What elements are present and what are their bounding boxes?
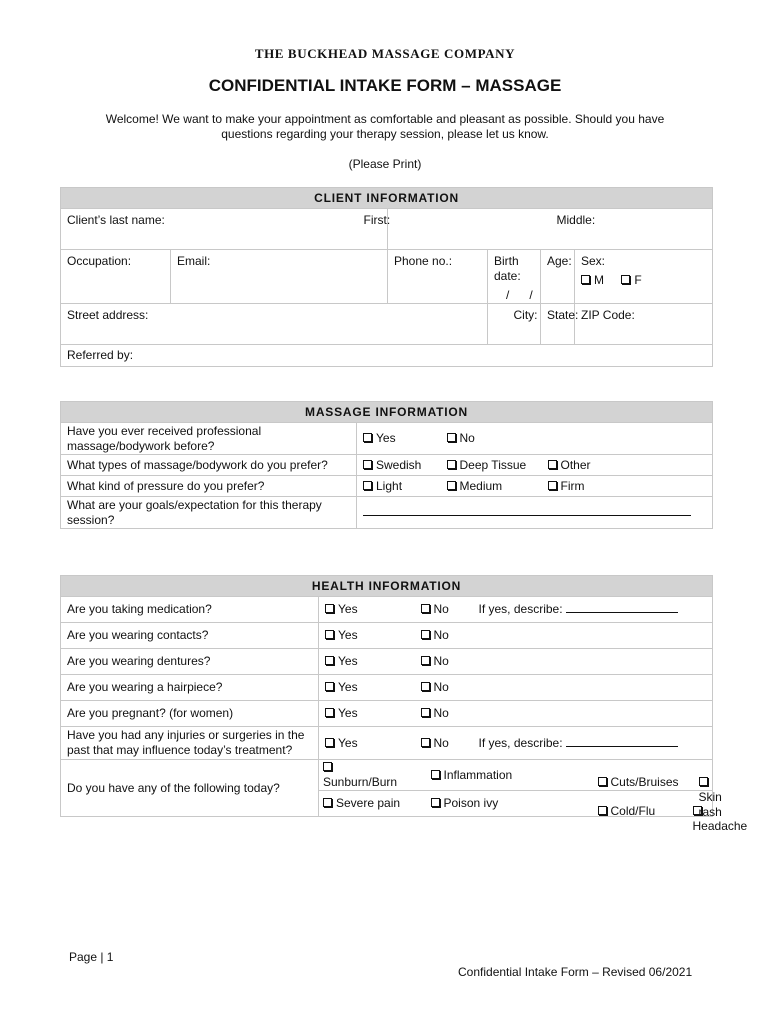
severe-pain-checkbox[interactable] bbox=[323, 798, 332, 807]
zip-field[interactable] bbox=[575, 304, 713, 345]
dentures-no-option[interactable] bbox=[415, 649, 476, 675]
sex-f-label: F bbox=[634, 273, 642, 287]
condition-inflammation-option[interactable] bbox=[415, 760, 578, 791]
q1-no-checkbox[interactable] bbox=[447, 433, 456, 442]
q3-medium-checkbox[interactable] bbox=[447, 481, 456, 490]
yes-label: Yes bbox=[338, 628, 358, 642]
skin-rash-label: Skin rash bbox=[698, 790, 722, 819]
sex-field bbox=[575, 250, 713, 304]
health-information-header: HEALTH INFORMATION bbox=[61, 576, 713, 597]
middle-name-label: Middle: bbox=[556, 213, 596, 227]
health-q-medication: Are you taking medication? bbox=[61, 597, 319, 623]
pregnant-no-option[interactable] bbox=[415, 701, 476, 727]
massage-information-table bbox=[60, 401, 713, 529]
inflammation-checkbox[interactable] bbox=[431, 770, 440, 779]
headache-checkbox[interactable] bbox=[693, 806, 702, 815]
phone-label: Phone no.: bbox=[394, 254, 453, 268]
no-label: No bbox=[433, 735, 449, 750]
q3-light-label: Light bbox=[376, 478, 403, 493]
injuries-no-option[interactable] bbox=[415, 727, 476, 760]
sex-f-checkbox[interactable] bbox=[621, 275, 630, 284]
health-q-pregnant: Are you pregnant? (for women) bbox=[61, 701, 319, 727]
yes-label: Yes bbox=[338, 706, 358, 720]
age-label: Age: bbox=[547, 254, 572, 268]
occupation-field[interactable] bbox=[61, 250, 171, 304]
condition-cold-option[interactable] bbox=[598, 804, 656, 819]
condition-sunburn-option[interactable] bbox=[319, 760, 415, 791]
goals-answer-line[interactable] bbox=[357, 497, 713, 529]
injuries-describe[interactable] bbox=[476, 727, 713, 760]
medication-no-checkbox[interactable] bbox=[421, 604, 430, 613]
health-q-conditions: Do you have any of the following today? bbox=[61, 760, 319, 817]
no-label: No bbox=[433, 680, 449, 694]
q2-swedish-checkbox[interactable] bbox=[363, 460, 372, 469]
contacts-empty bbox=[476, 623, 713, 649]
sunburn-label: Sunburn/Burn bbox=[323, 775, 398, 789]
massage-q3: What kind of pressure do you prefer? bbox=[61, 476, 357, 497]
pregnant-no-checkbox[interactable] bbox=[421, 708, 430, 717]
print-note: (Please Print) bbox=[348, 157, 422, 171]
health-information-table bbox=[60, 575, 748, 833]
city-label: City: bbox=[513, 308, 538, 322]
condition-severe-pain-option[interactable] bbox=[319, 791, 415, 817]
middle-name-field[interactable] bbox=[388, 209, 713, 250]
birth-date-field[interactable] bbox=[488, 250, 541, 304]
email-field[interactable] bbox=[171, 250, 388, 304]
age-field[interactable] bbox=[541, 250, 575, 304]
q2-swedish-option[interactable] bbox=[357, 455, 441, 476]
page-number: Page | 1 bbox=[69, 950, 114, 964]
q2-other-checkbox[interactable] bbox=[548, 460, 557, 469]
hairpiece-no-checkbox[interactable] bbox=[421, 682, 430, 691]
poison-ivy-label: Poison ivy bbox=[443, 796, 499, 810]
goals-underline[interactable] bbox=[363, 515, 691, 516]
revision-footer: Confidential Intake Form – Revised 06/2021 bbox=[458, 965, 693, 979]
q3-light-option[interactable] bbox=[357, 476, 441, 497]
last-name-label: Client’s last name: bbox=[67, 213, 165, 227]
q1-yes-option[interactable] bbox=[357, 423, 441, 455]
no-label: No bbox=[433, 628, 449, 642]
birth-date-slashes: / / bbox=[506, 288, 533, 302]
client-information-table bbox=[60, 187, 713, 367]
q3-firm-checkbox[interactable] bbox=[548, 481, 557, 490]
hairpiece-yes-checkbox[interactable] bbox=[325, 682, 334, 691]
medication-yes-checkbox[interactable] bbox=[325, 604, 334, 613]
q2-swedish-label: Swedish bbox=[376, 457, 422, 472]
company-name: THE BUCKHEAD MASSAGE COMPANY bbox=[254, 46, 516, 61]
contacts-no-option[interactable] bbox=[415, 623, 476, 649]
state-label: State: bbox=[547, 308, 579, 322]
condition-headache-option[interactable] bbox=[693, 804, 748, 834]
massage-q4: What are your goals/expectation for this therapy session? bbox=[61, 497, 357, 529]
hairpiece-yes-option[interactable] bbox=[319, 675, 415, 701]
contacts-no-checkbox[interactable] bbox=[421, 630, 430, 639]
cold-flu-checkbox[interactable] bbox=[598, 806, 607, 815]
massage-q2: What types of massage/bodywork do you prefer? bbox=[61, 455, 357, 476]
birth-date-label: Birth date: bbox=[494, 254, 521, 283]
yes-label: Yes bbox=[338, 654, 358, 668]
no-label: No bbox=[433, 602, 449, 616]
q2-other-option[interactable] bbox=[542, 455, 713, 476]
medication-yes-option[interactable] bbox=[319, 597, 415, 623]
phone-field[interactable] bbox=[388, 250, 488, 304]
q2-deep-tissue-option[interactable] bbox=[441, 455, 542, 476]
cuts-label: Cuts/Bruises bbox=[610, 775, 679, 789]
health-q-dentures: Are you wearing dentures? bbox=[61, 649, 319, 675]
email-label: Email: bbox=[177, 254, 211, 268]
last-name-field[interactable] bbox=[61, 209, 391, 250]
sex-label: Sex: bbox=[581, 254, 606, 268]
no-label: No bbox=[433, 654, 449, 668]
injuries-yes-checkbox[interactable] bbox=[325, 738, 334, 747]
cold-flu-label: Cold/Flu bbox=[610, 803, 656, 818]
medication-describe-line[interactable] bbox=[566, 612, 678, 613]
welcome-text: Welcome! We want to make your appointment as comfortable and pleasant as possible. Should you have questions regarding your therapy session, please let us know. bbox=[105, 112, 665, 141]
q1-no-label: No bbox=[459, 431, 475, 445]
sex-m-label: M bbox=[594, 273, 604, 287]
dentures-no-checkbox[interactable] bbox=[421, 656, 430, 665]
skin-rash-checkbox[interactable] bbox=[699, 777, 708, 786]
occupation-label: Occupation: bbox=[67, 254, 132, 268]
sex-m-checkbox[interactable] bbox=[581, 275, 590, 284]
health-q-injuries: Have you had any injuries or surgeries in the past that may influence today’s treatment? bbox=[61, 727, 319, 760]
referred-by-field[interactable] bbox=[61, 345, 713, 367]
inflammation-label: Inflammation bbox=[443, 767, 513, 782]
first-name-label: First: bbox=[363, 213, 391, 227]
pregnant-empty bbox=[476, 701, 713, 727]
hairpiece-empty bbox=[476, 675, 713, 701]
injuries-no-checkbox[interactable] bbox=[421, 738, 430, 747]
q3-medium-option[interactable] bbox=[441, 476, 542, 497]
condition-poison-ivy-option[interactable] bbox=[415, 791, 578, 817]
q3-firm-option[interactable] bbox=[542, 476, 713, 497]
q1-yes-label: Yes bbox=[376, 431, 396, 445]
state-field[interactable] bbox=[541, 304, 579, 345]
poison-ivy-checkbox[interactable] bbox=[431, 798, 440, 807]
severe-pain-label: Severe pain bbox=[336, 796, 401, 810]
hairpiece-no-option[interactable] bbox=[415, 675, 476, 701]
yes-label: Yes bbox=[338, 680, 358, 694]
contacts-yes-option[interactable] bbox=[319, 623, 415, 649]
q2-deep-tissue-label: Deep Tissue bbox=[459, 457, 527, 472]
q1-yes-checkbox[interactable] bbox=[363, 433, 372, 442]
health-q-hairpiece: Are you wearing a hairpiece? bbox=[61, 675, 319, 701]
q3-light-checkbox[interactable] bbox=[363, 481, 372, 490]
referred-by-label: Referred by: bbox=[67, 348, 134, 362]
massage-information-header: MASSAGE INFORMATION bbox=[61, 402, 713, 423]
medication-no-option[interactable] bbox=[415, 597, 476, 623]
injuries-yes-option[interactable] bbox=[319, 727, 415, 760]
if-yes-label: If yes, describe: bbox=[478, 602, 563, 616]
client-information-header: CLIENT INFORMATION bbox=[61, 188, 713, 209]
sunburn-checkbox[interactable] bbox=[323, 762, 332, 771]
dentures-empty bbox=[476, 649, 713, 675]
pregnant-yes-option[interactable] bbox=[319, 701, 415, 727]
yes-label: Yes bbox=[338, 735, 358, 750]
dentures-yes-checkbox[interactable] bbox=[325, 656, 334, 665]
dentures-yes-option[interactable] bbox=[319, 649, 415, 675]
no-label: No bbox=[433, 706, 449, 720]
q1-no-option[interactable] bbox=[441, 423, 713, 455]
pregnant-yes-checkbox[interactable] bbox=[325, 708, 334, 717]
injuries-describe-line[interactable] bbox=[566, 746, 678, 747]
form-title: CONFIDENTIAL INTAKE FORM – MASSAGE bbox=[208, 76, 562, 95]
medication-describe[interactable] bbox=[476, 597, 713, 623]
condition-cold-headache-options bbox=[578, 791, 748, 833]
yes-label: Yes bbox=[338, 602, 358, 616]
condition-cuts-option[interactable] bbox=[598, 775, 679, 790]
massage-q1: Have you ever received professional massage/bodywork before? bbox=[61, 423, 357, 455]
if-yes-label: If yes, describe: bbox=[478, 735, 563, 750]
street-address-label: Street address: bbox=[67, 308, 149, 322]
zip-label: ZIP Code: bbox=[581, 308, 635, 322]
health-q-contacts: Are you wearing contacts? bbox=[61, 623, 319, 649]
cuts-checkbox[interactable] bbox=[598, 777, 607, 786]
contacts-yes-checkbox[interactable] bbox=[325, 630, 334, 639]
q3-firm-label: Firm bbox=[560, 478, 585, 493]
q2-other-label: Other bbox=[560, 457, 591, 472]
q2-deep-tissue-checkbox[interactable] bbox=[447, 460, 456, 469]
q3-medium-label: Medium bbox=[459, 478, 503, 493]
street-address-field[interactable] bbox=[61, 304, 538, 345]
headache-label: Headache bbox=[692, 818, 748, 833]
